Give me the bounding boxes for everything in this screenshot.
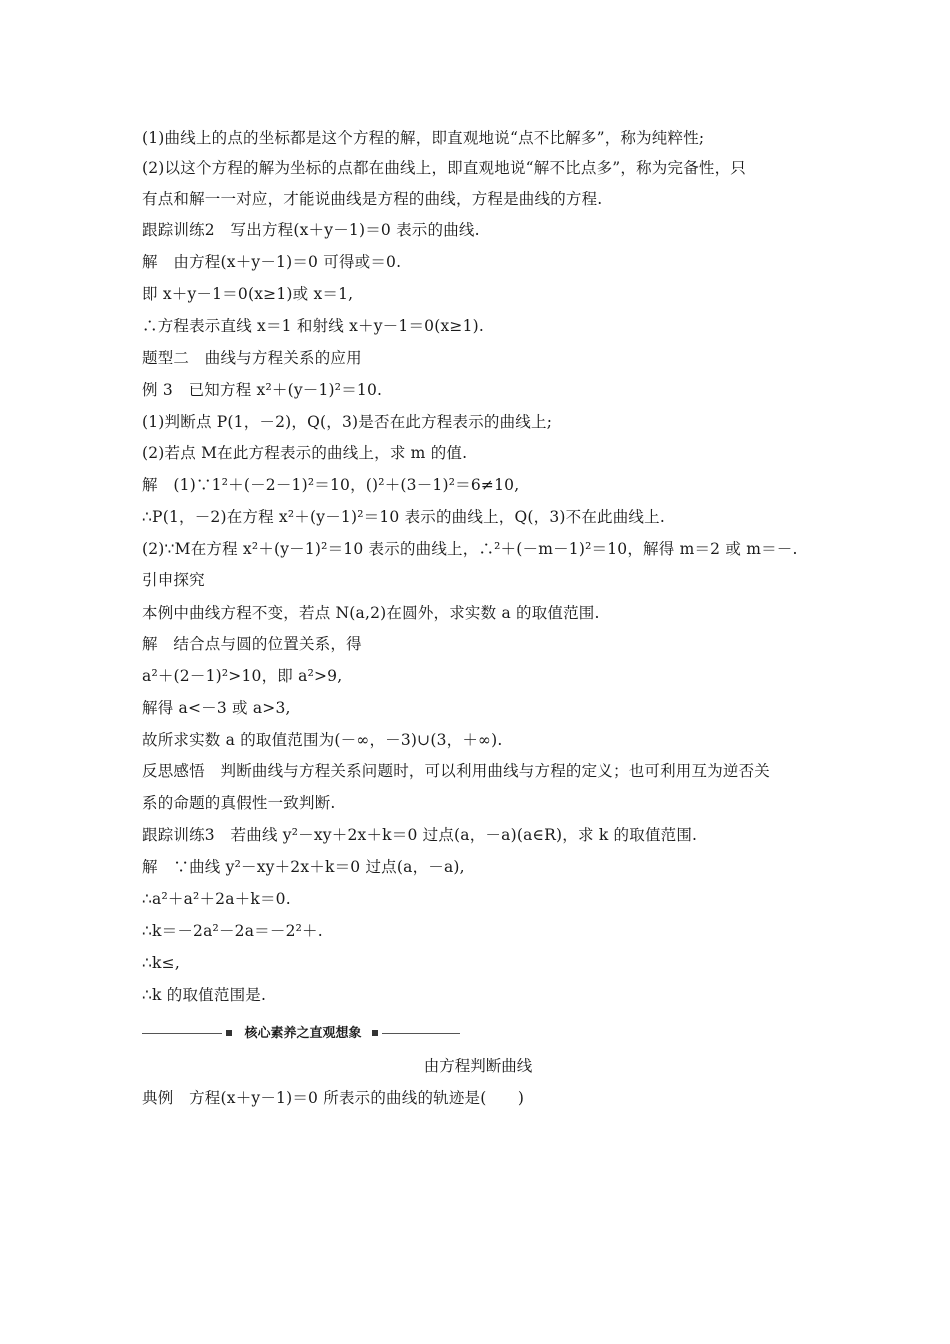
text-line-13: ∴P(1，－2)在方程 x²＋(y－1)²＝10 表示的曲线上，Q(，3)不在此曲线上.	[142, 508, 665, 526]
text-line-7: ∴方程表示直线 x＝1 和射线 x＋y－1＝0(x≥1).	[142, 317, 485, 335]
text-line-18: a²＋(2－1)²>10，即 a²>9,	[142, 667, 343, 685]
text-line-17: 解 结合点与圆的位置关系，得	[142, 635, 362, 653]
text-line-16: 本例中曲线方程不变，若点 N(a,2)在圆外，求实数 a 的取值范围.	[142, 604, 600, 622]
text-line-6: 即 x＋y－1＝0(x≥1)或 x＝1,	[142, 285, 354, 303]
text-line-8: 题型二 曲线与方程关系的应用	[142, 349, 362, 367]
text-line-4: 跟踪训练2 写出方程(x＋y－1)＝0 表示的曲线.	[142, 221, 480, 239]
square-bullet-icon	[226, 1030, 232, 1036]
text-line-9: 例 3 已知方程 x²＋(y－1)²＝10.	[142, 381, 383, 399]
text-line-3: 有点和解一一对应，才能说曲线是方程的曲线，方程是曲线的方程.	[142, 190, 603, 208]
text-line-2: (2)以这个方程的解为坐标的点都在曲线上，即直观地说“解不比点多”，称为完备性，只	[142, 159, 747, 177]
banner-label: 核心素养之直观想象	[244, 1026, 362, 1041]
text-line-24: 解 ∵曲线 y²－xy＋2x＋k＝0 过点(a，－a),	[142, 858, 465, 876]
square-bullet-icon	[372, 1030, 378, 1036]
text-line-25: ∴a²＋a²＋2a＋k＝0.	[142, 890, 291, 908]
text-line-23: 跟踪训练3 若曲线 y²－xy＋2x＋k＝0 过点(a，－a)(a∈R)，求 k 的取值范围.	[142, 826, 698, 844]
text-line-21: 反思感悟 判断曲线与方程关系问题时，可以利用曲线与方程的定义；也可利用互为逆否关	[142, 762, 771, 780]
text-line-27: ∴k≤,	[142, 954, 180, 972]
text-line-1: (1)曲线上的点的坐标都是这个方程的解，即直观地说“点不比解多”，称为纯粹性;	[142, 129, 705, 147]
text-line-26: ∴k＝－2a²－2a＝－2²＋.	[142, 922, 323, 940]
text-line-28: ∴k 的取值范围是.	[142, 986, 267, 1004]
text-line-12: 解 (1)∵1²＋(－2－1)²＝10，()²＋(3－1)²＝6≠10,	[142, 476, 520, 494]
example-line: 典例 方程(x＋y－1)＝0 所表示的曲线的轨迹是( )	[142, 1089, 525, 1107]
section-banner	[142, 1024, 460, 1044]
text-line-22: 系的命题的真假性一致判断.	[142, 794, 336, 812]
text-line-10: (1)判断点 P(1，－2)，Q(，3)是否在此方程表示的曲线上;	[142, 413, 553, 431]
section-title: 由方程判断曲线	[423, 1057, 533, 1075]
text-line-5: 解 由方程(x＋y－1)＝0 可得或＝0.	[142, 253, 402, 271]
text-line-15: 引申探究	[142, 571, 205, 589]
text-line-11: (2)若点 M在此方程表示的曲线上，求 m 的值.	[142, 444, 468, 462]
text-line-14: (2)∵M在方程 x²＋(y－1)²＝10 表示的曲线上，∴²＋(－m－1)²＝10，解得 m＝2 或 m＝－.	[142, 540, 798, 558]
banner-rule-left	[142, 1033, 222, 1034]
text-line-19: 解得 a<－3 或 a>3,	[142, 699, 291, 717]
text-line-20: 故所求实数 a 的取值范围为(－∞，－3)∪(3，＋∞).	[142, 731, 503, 749]
banner-rule-right	[382, 1033, 460, 1034]
